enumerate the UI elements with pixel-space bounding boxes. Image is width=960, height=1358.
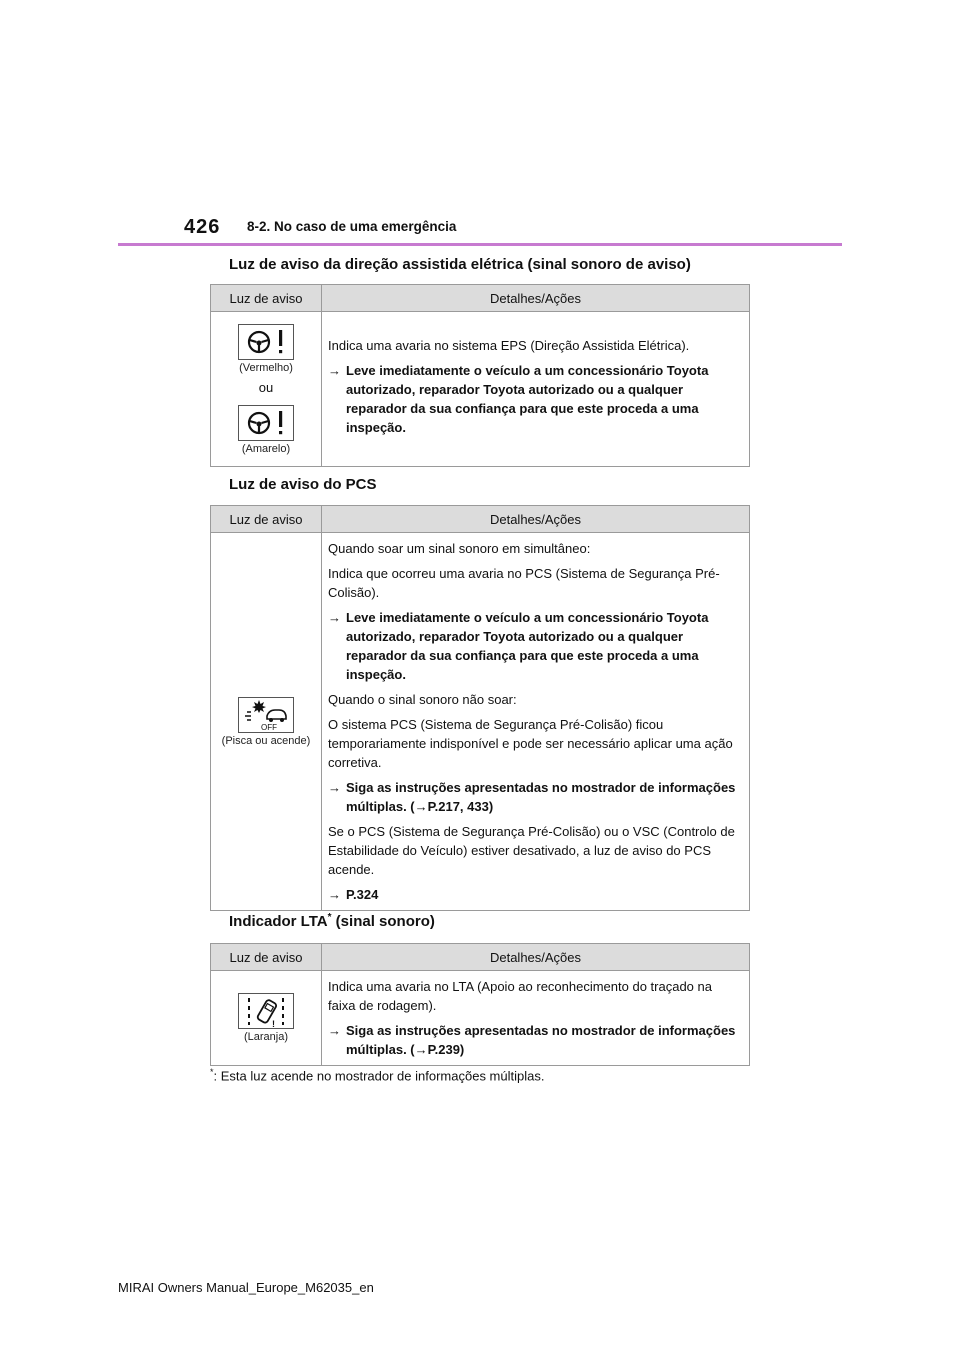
icon-caption: (Laranja): [243, 1031, 289, 1043]
column-header-detail: Detalhes/Ações: [322, 285, 750, 312]
icon-caption-amber: (Amarelo): [241, 442, 291, 455]
table-row: [211, 533, 750, 911]
header-divider: [118, 243, 842, 246]
pcs-section-title: Luz de aviso do PCS: [229, 476, 377, 493]
detail-text: Quando o sinal sonoro não soar:: [328, 692, 517, 707]
action-text: → Leve imediatamente o veículo a um concessionário Toyota autorizado, reparador Toyota autorizado ou a qualquer reparador da sua confiança para que este proceda a uma inspeção.: [328, 610, 709, 682]
table-header-row: [211, 944, 750, 971]
action-text: → Siga as instruções apresentadas no mostrador de informações múltiplas. (→P.239): [328, 1023, 736, 1057]
column-header-detail: Detalhes/Ações: [322, 944, 750, 971]
table-header-row: [211, 285, 750, 312]
arrow-icon: →: [328, 780, 341, 795]
column-header-detail: Detalhes/Ações: [322, 506, 750, 533]
lamp-cell: [211, 312, 322, 467]
lamp-cell: [211, 533, 322, 911]
svg-text:!: !: [272, 1019, 275, 1028]
detail-text: Se o PCS (Sistema de Segurança Pré-Colisão) ou o VSC (Controlo de Estabilidade do Veículo) estiver desativado, a luz de aviso do PCS acende.: [328, 824, 735, 877]
table-row: [211, 971, 750, 1066]
detail-cell: [322, 533, 750, 911]
pcs-table: [210, 505, 750, 911]
detail-cell: [322, 971, 750, 1066]
detail-text: Indica que ocorreu uma avaria no PCS (Sistema de Segurança Pré-Colisão).: [328, 566, 720, 600]
detail-text: Indica uma avaria no LTA (Apoio ao reconhecimento do traçado na faixa de rodagem).: [328, 979, 712, 1013]
lta-table: [210, 943, 750, 1066]
arrow-icon: →: [328, 887, 341, 902]
column-header-lamp: Luz de aviso: [211, 944, 322, 971]
pcs-off-icon: [238, 697, 294, 733]
steering-warning-icon: [238, 405, 294, 441]
icon-caption: (Pisca ou acende): [221, 734, 311, 747]
arrow-icon: →: [328, 362, 341, 378]
or-label: ou: [258, 379, 274, 395]
arrow-icon: →: [328, 610, 341, 625]
lta-section-title: Indicador LTA* (sinal sonoro): [229, 912, 435, 930]
detail-text: O sistema PCS (Sistema de Segurança Pré-Colisão) ficou temporariamente indisponível e pode ser necessário aplicar uma ação corretiva.: [328, 717, 733, 770]
lamp-cell: [211, 971, 322, 1066]
chapter-title: 8-2. No caso de uma emergência: [247, 219, 457, 234]
footnote: *: Esta luz acende no mostrador de informações múltiplas.: [210, 1067, 545, 1084]
action-text: → Siga as instruções apresentadas no mostrador de informações múltiplas. (→P.217, 433): [328, 780, 736, 814]
footer-text: MIRAI Owners Manual_Europe_M62035_en: [118, 1280, 374, 1295]
column-header-lamp: Luz de aviso: [211, 285, 322, 312]
lta-lane-icon: [238, 993, 294, 1029]
detail-text: Indica uma avaria no sistema EPS (Direção Assistida Elétrica).: [328, 337, 690, 353]
svg-text:OFF: OFF: [261, 722, 277, 732]
action-text: → Leve imediatamente o veículo a um concessionário Toyota autorizado, reparador Toyota autorizado ou a qualquer reparador da sua confiança para que este proceda a uma inspeção.: [328, 362, 709, 435]
detail-cell: [322, 312, 750, 467]
action-text: → P.324: [328, 887, 379, 902]
icon-caption-red: (Vermelho): [239, 361, 293, 374]
eps-table: [210, 284, 750, 467]
arrow-icon: →: [328, 1023, 341, 1038]
steering-warning-icon: [238, 324, 294, 360]
table-header-row: [211, 506, 750, 533]
detail-text: Quando soar um sinal sonoro em simultâneo:: [328, 541, 591, 556]
column-header-lamp: Luz de aviso: [211, 506, 322, 533]
eps-section-title: Luz de aviso da direção assistida elétrica (sinal sonoro de aviso): [229, 256, 691, 273]
table-row: [211, 312, 750, 467]
page-number: 426: [184, 216, 221, 238]
